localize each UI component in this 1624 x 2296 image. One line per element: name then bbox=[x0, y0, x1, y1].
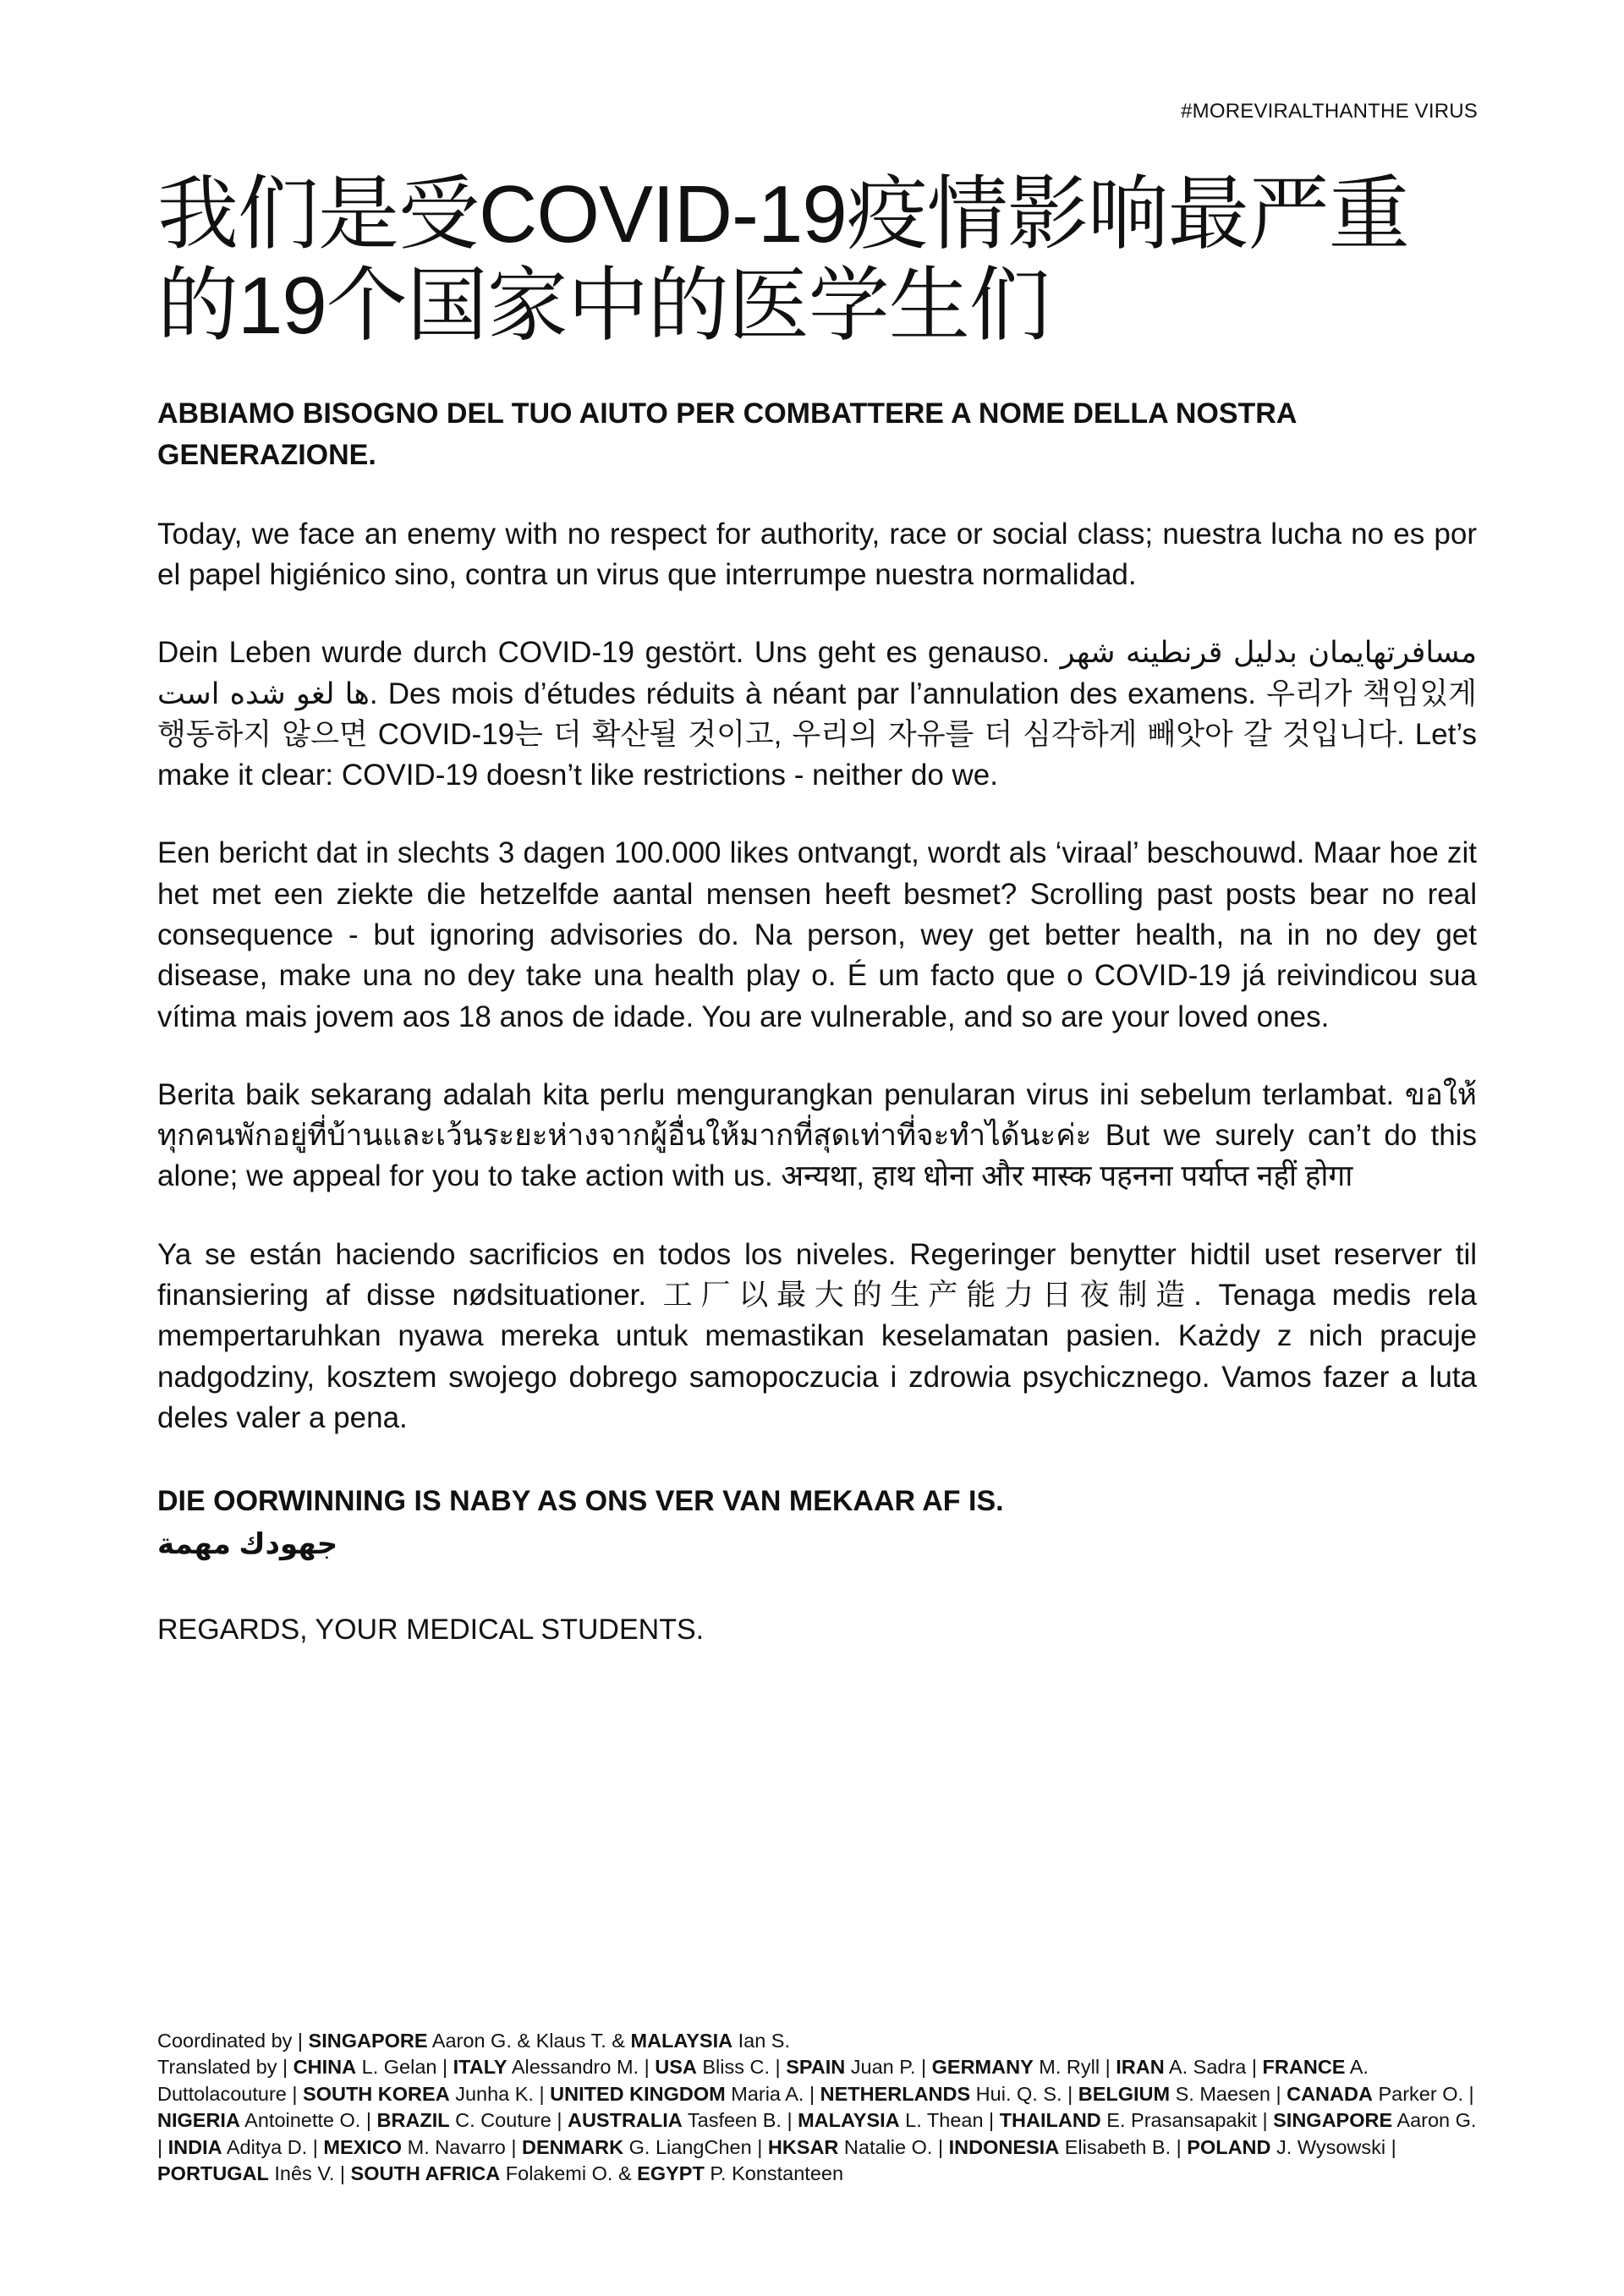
translator-names: Aditya D. | bbox=[222, 2135, 324, 2158]
translator-country: BELGIUM bbox=[1078, 2082, 1171, 2105]
translator-country: FRANCE bbox=[1262, 2056, 1346, 2079]
translator-names: Hui. Q. S. | bbox=[970, 2082, 1078, 2105]
translator-country: IRAN bbox=[1116, 2056, 1165, 2079]
coordinator-names: Coordinated by | bbox=[157, 2030, 309, 2052]
translator-names: J. Wysowski | bbox=[1270, 2135, 1396, 2158]
translator-country: POLAND bbox=[1187, 2135, 1271, 2158]
regards-signoff: REGARDS, YOUR MEDICAL STUDENTS. bbox=[157, 1614, 705, 1647]
closing-statement: DIE OORWINNING IS NABY AS ONS VER VAN MEKAAR AF IS. bbox=[157, 1485, 1004, 1518]
credits-translated bbox=[157, 2054, 1477, 2187]
translator-names: Translated by | bbox=[157, 2056, 294, 2079]
translator-country: CHINA bbox=[293, 2056, 357, 2079]
translator-country: INDIA bbox=[167, 2135, 222, 2158]
translator-country: THAILAND bbox=[999, 2109, 1101, 2132]
translator-names: Folakemi O. & bbox=[500, 2162, 638, 2185]
translator-names: E. Prasansapakit | bbox=[1100, 2109, 1274, 2132]
translator-country: EGYPT bbox=[637, 2162, 705, 2185]
translator-country: NETHERLANDS bbox=[820, 2082, 971, 2105]
translator-country: UNITED KINGDOM bbox=[550, 2082, 726, 2105]
translator-country: DENMARK bbox=[522, 2135, 624, 2158]
translator-names: L. Gelan | bbox=[356, 2056, 453, 2079]
translator-country: SOUTH AFRICA bbox=[350, 2162, 501, 2185]
page-title: 我们是受COVID-19疫情影响最严重的19个国家中的医学生们 bbox=[157, 169, 1409, 351]
translator-names: P. Konstanteen bbox=[704, 2162, 844, 2185]
translator-names: Natalie O. | bbox=[838, 2135, 949, 2158]
translator-country: SINGAPORE bbox=[1273, 2109, 1393, 2132]
paragraph-3: Een bericht dat in slechts 3 dagen 100.000 likes ontvangt, wordt als ‘viraal’ beschouwd. Maar hoe zit het met een ziekte die hetzelfde aantal mensen heeft besmet? Scrolling past posts bear no real consequence - but ignoring advisories do. Na person, wey get better health, na in no dey get disease, make una no dey take una health play o. É um facto que o COVID-19 já reivindicou sua vítima mais jovem aos 18 anos de idade. You are vulnerable, and so are your loved ones. bbox=[157, 836, 1477, 1033]
credits-block bbox=[157, 2028, 1477, 2188]
translator-names: Bliss C. | bbox=[696, 2056, 787, 2079]
paragraph-1: Today, we face an enemy with no respect for authority, race or social class; nuestra lucha no es por el papel higiénico sino, contra un virus que interrumpe nuestra normalidad. bbox=[157, 517, 1477, 591]
credits-coordinated bbox=[157, 2028, 1477, 2054]
coordinator-country: MALAYSIA bbox=[630, 2030, 733, 2052]
translator-names: Junha K. | bbox=[449, 2082, 551, 2105]
translator-country: HKSAR bbox=[767, 2135, 839, 2158]
translator-country: USA bbox=[655, 2056, 697, 2079]
translator-country: SOUTH KOREA bbox=[303, 2082, 450, 2105]
translator-country: CANADA bbox=[1287, 2082, 1373, 2105]
paragraph-2: Dein Leben wurde durch COVID-19 gestört. Uns geht es genauso. مسافرتهایمان بدلیل قرنطینه شهر ها لغو شده است. Des mois d’études réduits à néant par l’annulation des examens. 우리가 책임있게 행동하지 않으면 COVID-19는 더 확산될 것이고, 우리의 자유를 더 심각하게 빼앗아 갈 것입니다. Let’s make it clear: COVID-19 doesn’t like restrictions - neither do we. bbox=[157, 636, 1477, 792]
translator-names: L. Thean | bbox=[899, 2109, 1000, 2132]
translator-country: BRAZIL bbox=[376, 2109, 450, 2132]
coordinator-names: Aaron G. & Klaus T. & bbox=[427, 2030, 631, 2052]
translator-names: Maria A. | bbox=[725, 2082, 820, 2105]
translator-names: M. Navarro | bbox=[402, 2135, 523, 2158]
translator-names: Aaron G. | bbox=[157, 2109, 1477, 2158]
subtitle: ABBIAMO BISOGNO DEL TUO AIUTO PER COMBATTERE A NOME DELLA NOSTRA GENERAZIONE. bbox=[157, 397, 1297, 472]
translator-country: AUSTRALIA bbox=[567, 2109, 683, 2132]
translator-names: Inês V. | bbox=[268, 2162, 351, 2185]
translator-country: MALAYSIA bbox=[798, 2109, 900, 2132]
translator-names: Elisabeth B. | bbox=[1059, 2135, 1188, 2158]
paragraph-5: Ya se están haciendo sacrificios en todos los niveles. Regeringer benytter hidtil uset reserver til finansiering af disse nødsituationer. 工厂以最大的生产能力日夜制造. Tenaga medis rela mempertaruhkan nyawa mereka untuk memastikan keselamatan pasien. Każdy z nich pracuje nadgodziny, kosztem swojego dobrego samopoczucia i zdrowia psychicznego. Vamos fazer a luta deles valer a pena. bbox=[157, 1237, 1477, 1434]
translator-country: NIGERIA bbox=[157, 2109, 240, 2132]
translator-country: ITALY bbox=[453, 2056, 508, 2079]
translator-names: A. Sadra | bbox=[1164, 2056, 1263, 2079]
translator-country: MEXICO bbox=[323, 2135, 403, 2158]
translator-names: G. LiangChen | bbox=[623, 2135, 768, 2158]
coordinator-country: SINGAPORE bbox=[308, 2030, 428, 2052]
coordinator-names: Ian S. bbox=[732, 2030, 791, 2052]
hashtag: #MOREVIRALTHANTHE VIRUS bbox=[1181, 100, 1478, 123]
translator-names: S. Maesen | bbox=[1170, 2082, 1287, 2105]
closing-arabic: جهودك مهمة bbox=[157, 1527, 338, 1560]
translator-names: A. Duttolacouture | bbox=[157, 2056, 1369, 2105]
translator-names: C. Couture | bbox=[449, 2109, 568, 2132]
translator-names: Juan P. | bbox=[845, 2056, 932, 2079]
translator-country: PORTUGAL bbox=[157, 2162, 269, 2185]
translator-names: M. Ryll | bbox=[1033, 2056, 1116, 2079]
letter-body bbox=[157, 169, 1477, 1651]
translator-names: Alessandro M. | bbox=[507, 2056, 656, 2079]
translator-names: Tasfeen B. | bbox=[682, 2109, 798, 2132]
translator-names: Parker O. | bbox=[1372, 2082, 1474, 2105]
translator-country: GERMANY bbox=[931, 2056, 1034, 2079]
paragraph-4: Berita baik sekarang adalah kita perlu mengurangkan penularan virus ini sebelum terlambat. ขอให้ทุกคนพักอยู่ที่บ้านและเว้นระยะห่างจากผู้อื่นให้มากที่สุดเท่าที่จะทำได้นะค่ะ But we surely can’t do this alone; we appeal for you to take action with us. अन्यथा, हाथ धोना और मास्क पहनना पर्याप्त नहीं होगा bbox=[157, 1077, 1477, 1193]
translator-country: SPAIN bbox=[786, 2056, 846, 2079]
translator-country: INDONESIA bbox=[948, 2135, 1060, 2158]
translator-names: Antoinette O. | bbox=[239, 2109, 377, 2132]
